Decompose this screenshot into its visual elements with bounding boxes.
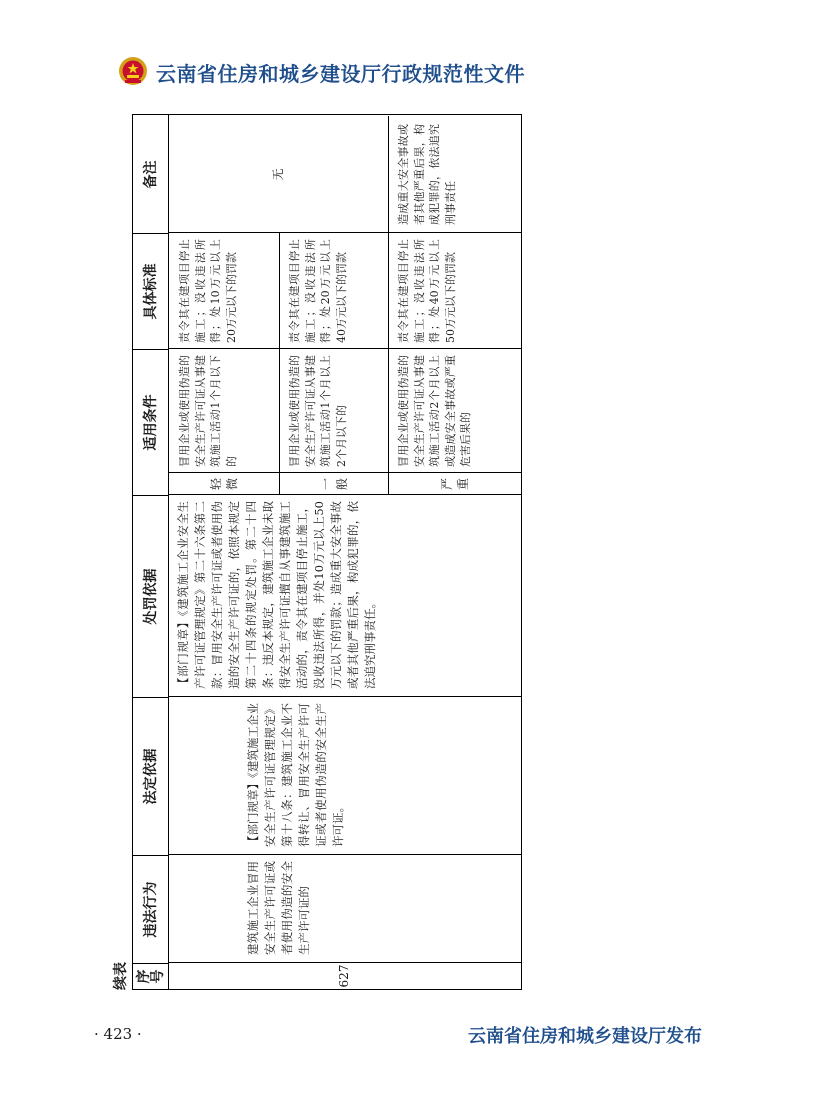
header-legal: 法定依据 [133, 697, 169, 855]
header-seq: 序号 [133, 963, 169, 989]
condition-general: 冒用企业或使用伪造的安全生产许可证从事建筑施工活动1个月以上2个月以下的 [288, 355, 348, 467]
publisher-label: 云南省住房和城乡建设厅发布 [468, 1026, 702, 1047]
note-severe: 造成重大安全事故或者其他严重后果，构成犯罪的，依法追究刑事责任 [397, 124, 457, 225]
level-severe: 严重 [439, 478, 470, 491]
page-header [118, 52, 638, 92]
header-cond: 适用条件 [133, 349, 169, 495]
level-minor: 轻微 [209, 478, 239, 491]
standard-severe: 责令其在建项目停止施工；没收违法所得；处40万元以上50万元以下的罚款 [397, 239, 457, 343]
header-penalty: 处罚依据 [133, 495, 169, 697]
penalty-table [132, 114, 522, 990]
row-seq: 627 [337, 964, 352, 988]
penalty-table-rotated [110, 114, 522, 990]
level-general: 一般 [318, 478, 349, 491]
row-violation-act: 建筑施工企业冒用安全生产许可证或者使用伪造的安全生产许可证的 [246, 861, 311, 955]
continued-label: 续表 [113, 962, 129, 990]
table-header-row [133, 115, 169, 989]
standard-minor: 责令其在建项目停止施工；没收违法所得；处10万元以上20万元以下的罚款 [178, 239, 238, 343]
note-none: 无 [270, 168, 285, 181]
row-legal-basis: 【部门规章】《建筑施工企业安全生产许可证管理规定》第十八条：建筑施工企业不得转让、冒用安全生产许可证或者使用伪造的安全生产许可证。 [246, 703, 345, 847]
document-series-title: 云南省住房和城乡建设厅行政规范性文件 [156, 62, 525, 86]
header-std: 具体标准 [133, 233, 169, 349]
page-number: · 423 · [94, 1025, 142, 1043]
condition-severe: 冒用企业或使用伪造的安全生产许可证从事建筑施工活动2个月以上或造成安全事故或严重危害后果的 [397, 355, 472, 467]
header-note: 备注 [143, 160, 159, 189]
standard-general: 责令其在建项目停止施工；没收违法所得；处20万元以上40万元以下的罚款 [288, 239, 348, 343]
condition-minor: 冒用企业或使用伪造的安全生产许可证从事建筑施工活动1个月以下的 [178, 355, 238, 467]
row-penalty-basis: 【部门规章】《建筑施工企业安全生产许可证管理规定》第二十六条第二款：冒用安全生产许可证或者使用伪造的安全生产许可证的，依照本规定第二十四条的规定处罚。第二十四条：违反本规定，建筑施工企业未取得安全生产许可证擅自从事建筑施工活动的，责令其在建项目停止施工，没收违法所得，并处10万元以上50万元以下的罚款；造成重大安全事故或者其他严重后果，构成犯罪的，依法追究刑事责任。 [176, 501, 377, 689]
header-act: 违法行为 [133, 855, 169, 963]
national-emblem-icon [118, 56, 148, 86]
